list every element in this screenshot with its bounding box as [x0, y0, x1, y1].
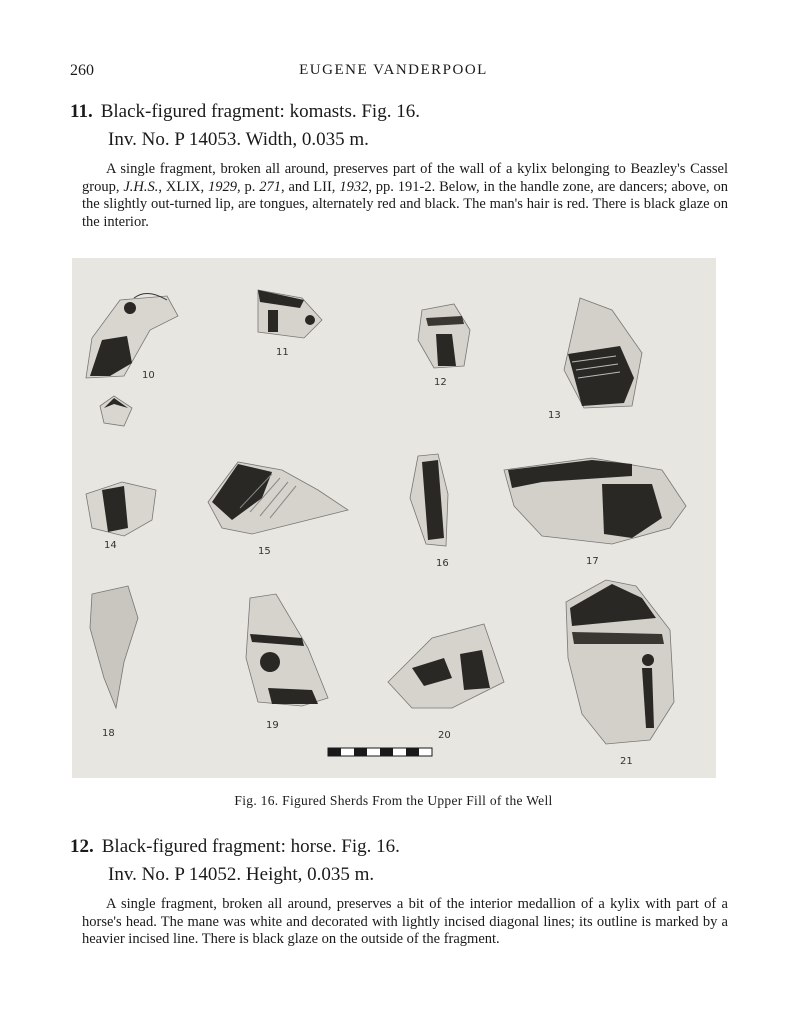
- sherd-18: [90, 586, 138, 708]
- sherd-12: [418, 304, 470, 368]
- sherd-20: [388, 624, 504, 708]
- entry-11-inventory: Inv. No. P 14053. Width, 0.035 m.: [108, 129, 369, 150]
- entry-12-title: [70, 836, 400, 858]
- sherd-label-10: 10: [142, 370, 155, 381]
- sherd-10: [86, 293, 178, 378]
- running-head: EUGENE VANDERPOOL: [299, 62, 488, 78]
- entry-12-number: 12.: [70, 836, 94, 857]
- sherd-label-12: 12: [434, 377, 447, 388]
- sherd-label-17: 17: [586, 556, 599, 567]
- sherd-label-19: 19: [266, 720, 279, 731]
- sherd-label-20: 20: [438, 730, 451, 741]
- figure-caption: Fig. 16. Figured Sherds From the Upper Fill of the Well: [234, 793, 553, 808]
- sherd-11: [258, 290, 322, 338]
- entry-11-number: 11.: [70, 101, 93, 122]
- sherd-17: [504, 458, 686, 544]
- entry-12-title-text: Black-figured fragment: horse. Fig. 16.: [101, 836, 400, 857]
- entry-11-description: A single fragment, broken all around, preserves part of the wall of a kylix belonging to Beazley's Cassel group, J.H.S., XLIX, 1929, p. 271, and LII, 1932, pp. 191-2. Below, in the handle zone, are dancers; above, on the slightly out-turned lip, are tongues, alternately red and black. The man's hair is red. There is black glaze on the interior.: [82, 161, 729, 230]
- sherds-photo: [72, 258, 716, 778]
- entry-12-inventory: Inv. No. P 14052. Height, 0.035 m.: [108, 864, 375, 885]
- entry-11-title-text: Black-figured fragment: komasts. Fig. 16.: [100, 101, 420, 122]
- sherd-label-13: 13: [548, 410, 561, 421]
- sherd-16: [410, 454, 448, 546]
- sherd-label-15: 15: [258, 546, 271, 557]
- sherd-15: [208, 462, 348, 534]
- sherd-14: [86, 482, 156, 536]
- sherd-label-21: 21: [620, 756, 633, 767]
- sherd-21: [566, 580, 674, 744]
- sherd-10-small: [100, 396, 132, 426]
- entry-11-title: [70, 101, 420, 123]
- sherd-label-14: 14: [104, 540, 117, 551]
- scale-bar: [328, 748, 432, 756]
- sherd-label-16: 16: [436, 558, 449, 569]
- sherd-label-18: 18: [102, 728, 115, 739]
- page-number: 260: [70, 62, 94, 79]
- entry-12-description: A single fragment, broken all around, preserves a bit of the interior medallion of a kylix with part of a horse's head. The mane was white and decorated with lightly incised diagonal lines; its outline is marked by a heavier incised line. There is black glaze on the outside of the fragment.: [82, 896, 728, 947]
- figure-plate: [72, 258, 716, 778]
- sherd-19: [246, 594, 328, 706]
- sherd-13: [564, 298, 642, 408]
- sherd-label-11: 11: [276, 347, 289, 358]
